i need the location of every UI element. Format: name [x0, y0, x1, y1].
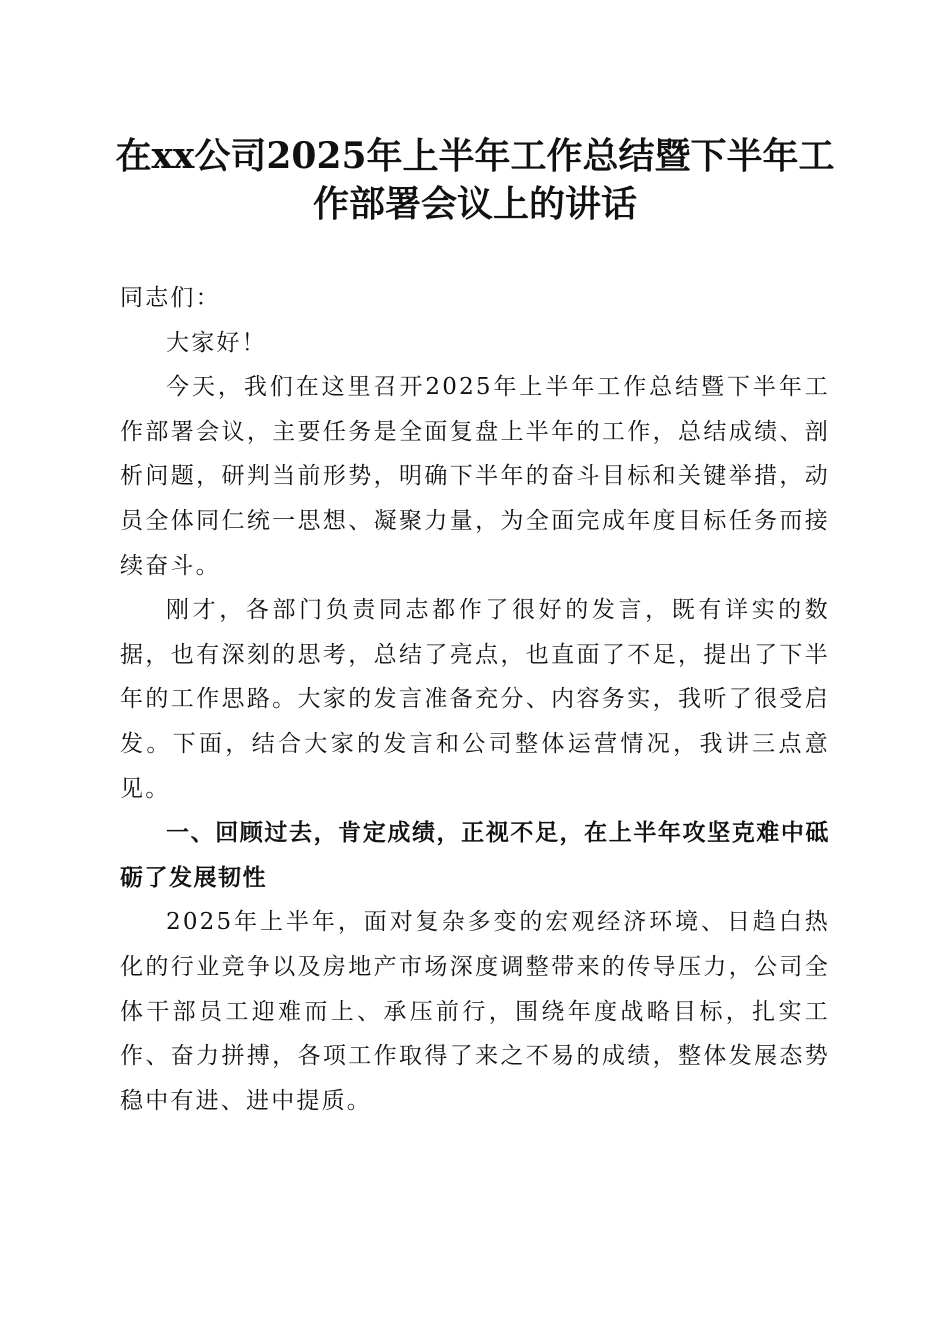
document-body: [120, 276, 830, 1123]
title-line-1: 在xx公司2025年上半年工作总结暨下半年工: [115, 135, 835, 177]
salutation: 同志们：: [120, 285, 221, 311]
section-paragraph: 2025年上半年，面对复杂多变的宏观经济环境、日趋白热化的行业竞争以及房地产市场深度调整带来的传导压力，公司全体干部员工迎难而上、承压前行，围绕年度战略目标，扎实工作、奋力拼搏，各项工作取得了来之不易的成绩，整体发展态势稳中有进、进中提质。: [120, 909, 830, 1114]
greeting: 大家好！: [166, 329, 267, 356]
paragraph-remarks: 刚才，各部门负责同志都作了很好的发言，既有详实的数据，也有深刻的思考，总结了亮点，也直面了不足，提出了下半年的工作思路。大家的发言准备充分、内容务实，我听了很受启发。下面，结合大家的发言和公司整体运营情况，我讲三点意见。: [120, 597, 830, 802]
paragraph-opening: 今天，我们在这里召开2025年上半年工作总结暨下半年工作部署会议，主要任务是全面复盘上半年的工作，总结成绩、剖析问题，研判当前形势，明确下半年的奋斗目标和关键举措，动员全体同仁统一思想、凝聚力量，为全面完成年度目标任务而接续奋斗。: [120, 374, 830, 579]
document-title: [100, 132, 850, 228]
title-line-2: 作部署会议上的讲话: [312, 183, 637, 225]
section-heading: 一、回顾过去，肯定成绩，正视不足，在上半年攻坚克难中砥砺了发展韧性: [120, 820, 830, 891]
